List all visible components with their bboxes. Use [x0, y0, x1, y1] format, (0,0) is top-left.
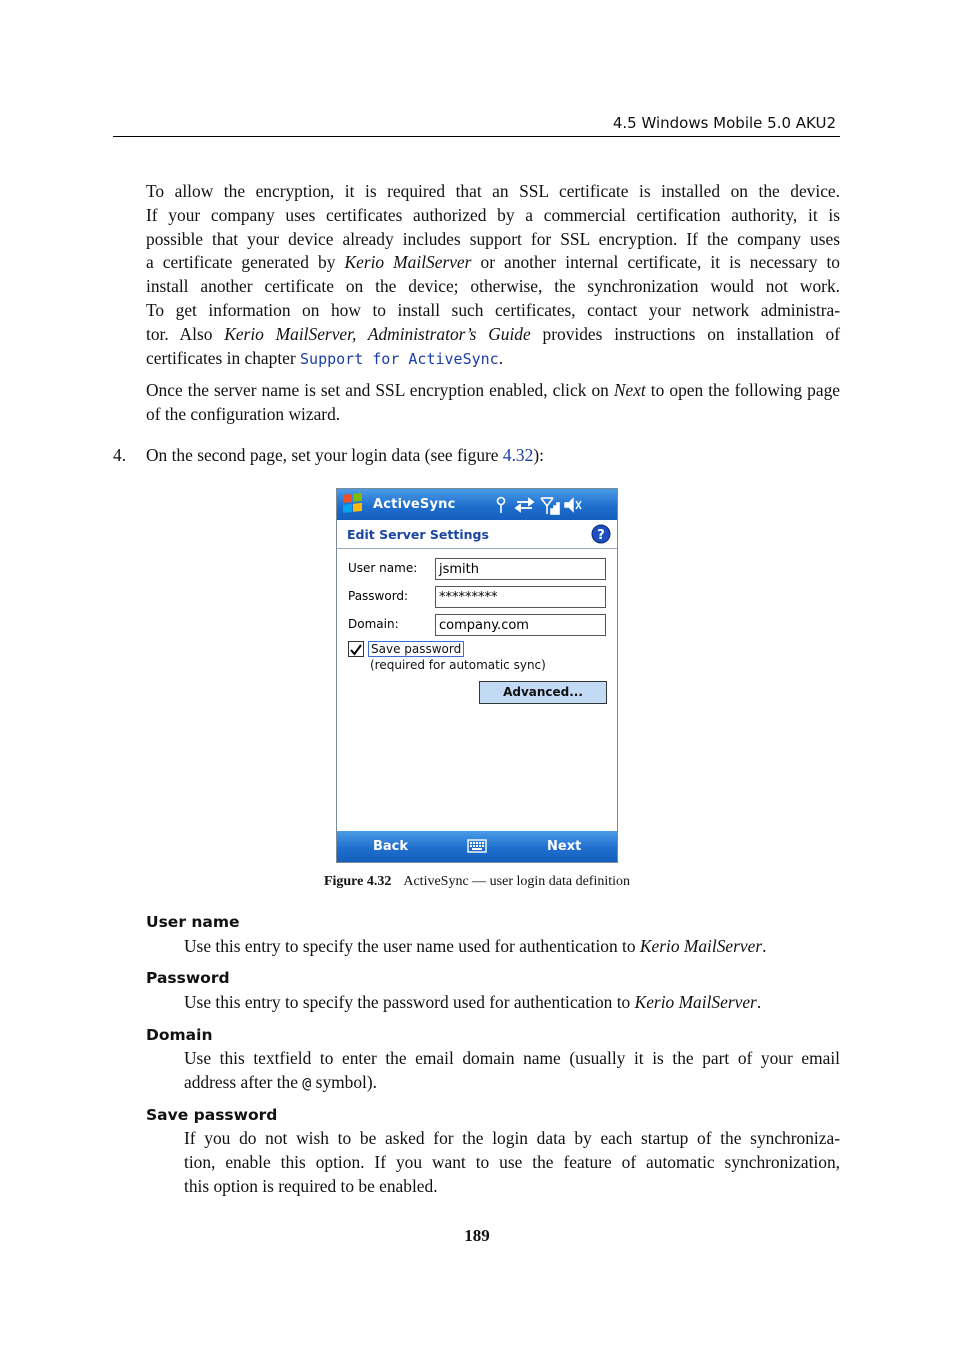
status-icons: [493, 495, 613, 515]
password-label: Password:: [348, 589, 409, 603]
text-line: tion, enable this option. If you want to use the feature of automatic synchronization,: [184, 1151, 840, 1172]
next-paragraph: Once the server name is set and SSL encryption enabled, click on Next to open the following page of the configuration wizard.: [146, 380, 840, 424]
save-password-checkbox[interactable]: [348, 641, 364, 657]
term-domain: Domain: [146, 1026, 213, 1044]
advanced-button[interactable]: Advanced...: [479, 681, 607, 704]
step-text: On the second page, set your login data (see figure 4.32):: [146, 445, 544, 465]
header-rule: [113, 136, 840, 137]
domain-label: Domain:: [348, 617, 399, 631]
text-line: this option is required to be enabled.: [184, 1175, 438, 1196]
app-title: ActiveSync: [373, 497, 456, 512]
text-line: To get information on how to install such certificates, contact your network administra-: [146, 299, 840, 320]
text-line: possible that your device already includes support for SSL encryption. If the company uses: [146, 228, 840, 249]
title-bar: [337, 489, 617, 520]
step-number: 4.: [113, 445, 127, 465]
text-line: tor. Also Kerio MailServer, Administrator’s Guide provides instructions on installation of: [146, 323, 840, 344]
checkmark-icon: [349, 643, 363, 657]
windows-logo-icon[interactable]: [342, 493, 364, 515]
save-password-label[interactable]: Save password: [368, 641, 464, 657]
text-line: a certificate generated by Kerio MailServer or another internal certificate, it is necessary to: [146, 252, 840, 273]
term-user-name: User name: [146, 913, 240, 931]
speaker-icon: [565, 499, 581, 511]
term-password: Password: [146, 969, 230, 987]
term-save-password: Save password: [146, 1106, 278, 1124]
page-number: 189: [464, 1226, 490, 1245]
svg-text:?: ?: [597, 528, 605, 543]
text-line: Use this textfield to enter the email domain name (usually it is the part of your email: [184, 1048, 840, 1068]
user-name-label: User name:: [348, 561, 418, 575]
figure-ref-link[interactable]: 4.32: [502, 445, 534, 465]
def-domain: [184, 1047, 840, 1096]
activesync-screenshot: [336, 488, 618, 863]
help-icon[interactable]: [591, 524, 611, 544]
running-header: 4.5 Windows Mobile 5.0 AKU2: [612, 114, 836, 132]
user-name-field[interactable]: jsmith: [435, 558, 606, 580]
text-line: address after the @ symbol).: [184, 1071, 378, 1092]
softkey-bar: [337, 831, 617, 862]
text-line: If you do not wish to be asked for the login data by each startup of the synchroniza-: [184, 1128, 840, 1148]
text-line: install another certificate on the device; otherwise, the synchronization would not work.: [146, 276, 840, 297]
def-password: Use this entry to specify the password used for authentication to Kerio MailServer.: [184, 992, 762, 1012]
password-field[interactable]: *********: [435, 586, 606, 608]
signal-icon: [541, 498, 559, 514]
text-line: To allow the encryption, it is required that an SSL certificate is installed on the device.: [146, 181, 840, 201]
back-softkey[interactable]: Back: [373, 839, 409, 854]
domain-field[interactable]: company.com: [435, 614, 606, 636]
sync-arrows-icon: [516, 499, 533, 511]
antenna-icon: [498, 498, 505, 514]
chapter-link[interactable]: Support for ActiveSync: [300, 349, 499, 368]
intro-paragraph: [146, 180, 840, 371]
text-line: If your company uses certificates authorized by a commercial certification authority, it is: [146, 204, 840, 225]
keyboard-icon[interactable]: [467, 838, 487, 854]
subtitle-bar: [337, 520, 617, 549]
def-user-name: Use this entry to specify the user name used for authentication to Kerio MailServer.: [184, 936, 767, 956]
text-line: certificates in chapter Support for ActiveSync.: [146, 347, 504, 368]
figure-caption: Figure 4.32 ActiveSync — user login data definition: [323, 874, 631, 889]
subtitle: Edit Server Settings: [347, 527, 489, 542]
def-save-password: [184, 1127, 840, 1198]
save-password-note: (required for automatic sync): [370, 658, 546, 672]
next-softkey[interactable]: Next: [547, 839, 582, 854]
